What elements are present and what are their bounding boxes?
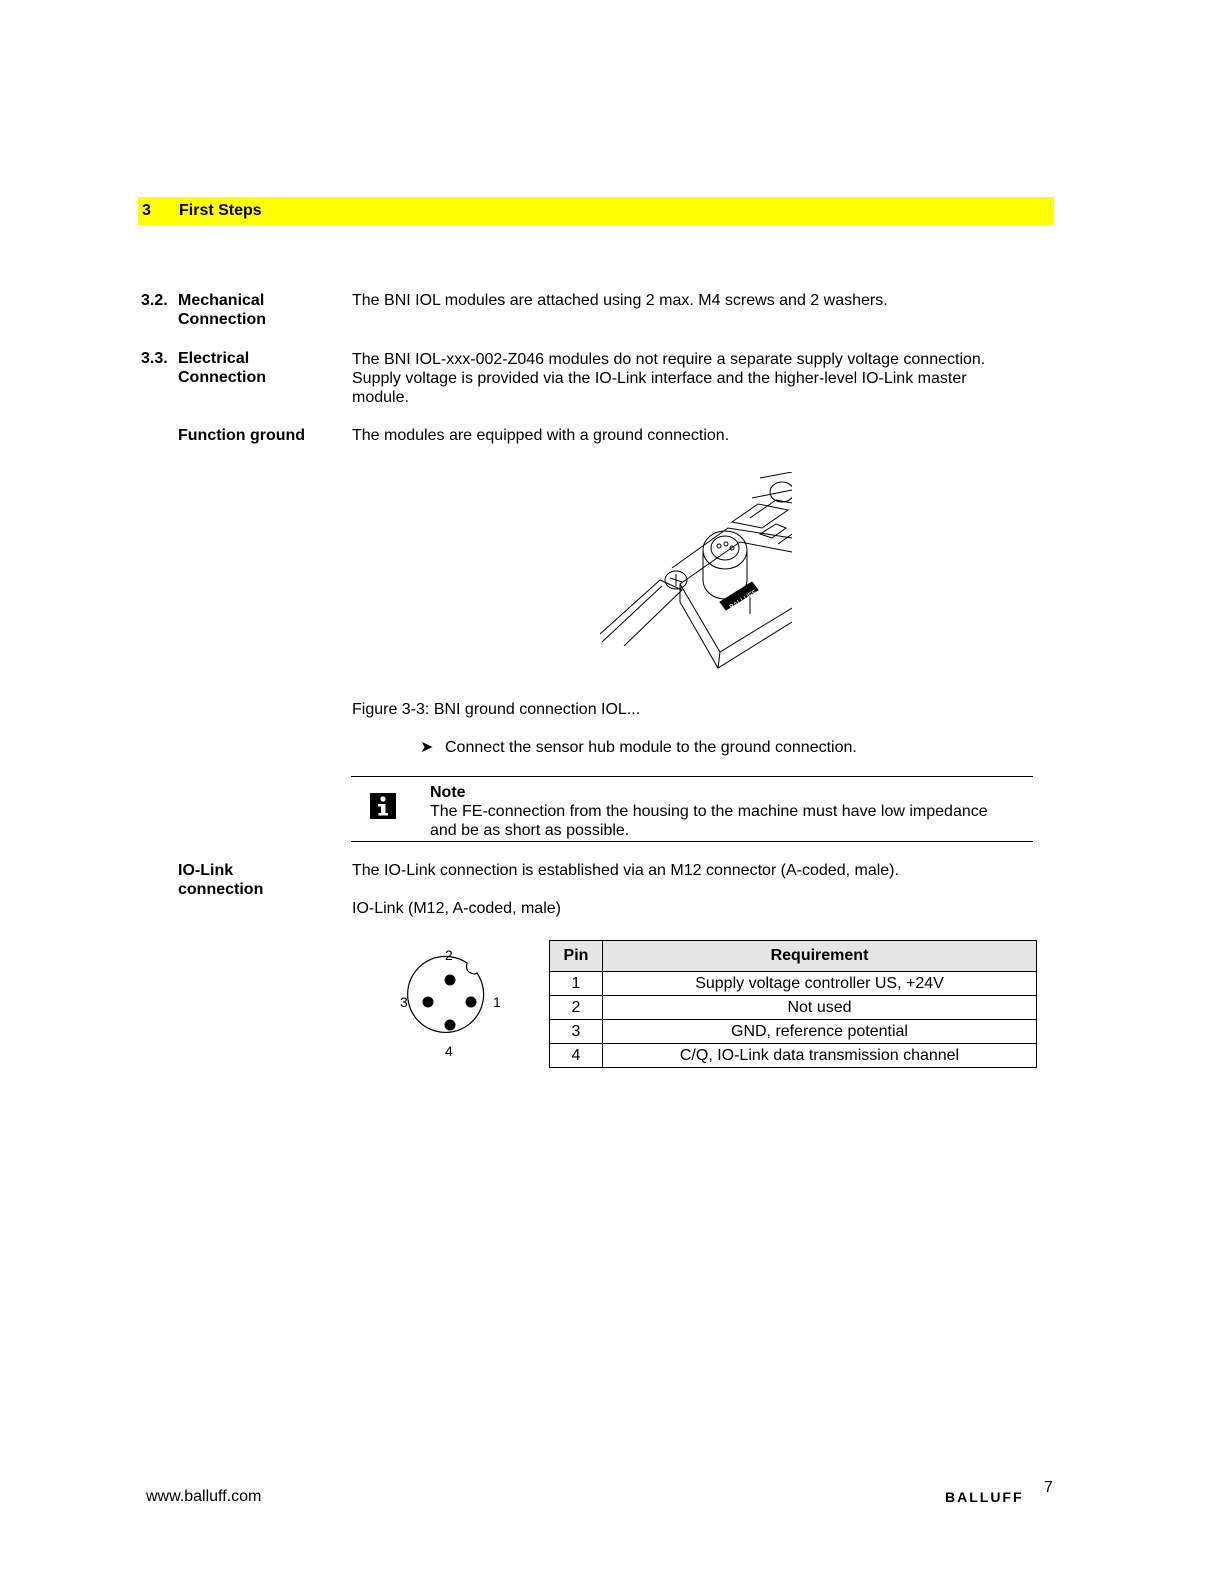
section-title-line: Connection	[178, 369, 266, 386]
table-row	[550, 1020, 1037, 1044]
module-brand-label: BALLUFF	[728, 589, 759, 612]
bullet-arrow-icon: ➤	[420, 739, 434, 756]
table-cell-pin: 1	[550, 972, 603, 996]
table-row	[550, 972, 1037, 996]
chapter-title: First Steps	[179, 202, 262, 219]
section-title-line: Mechanical	[178, 292, 265, 309]
table-cell-requirement: GND, reference potential	[603, 1020, 1037, 1044]
section-number-3-2: 3.2.	[141, 292, 168, 309]
mechanical-text: The BNI IOL modules are attached using 2 max. M4 screws and 2 washers.	[352, 292, 888, 309]
ground-connection-illustration	[600, 472, 792, 672]
electrical-text	[352, 350, 1042, 407]
iolink-text: The IO-Link connection is established via an M12 connector (A-coded, male).	[352, 862, 899, 879]
table-header-requirement: Requirement	[603, 941, 1037, 972]
page-number: 7	[1044, 1479, 1053, 1496]
section-title-electrical	[178, 349, 338, 387]
table-cell-requirement: Not used	[603, 996, 1037, 1020]
pin-1-dot	[466, 997, 477, 1008]
table-cell-requirement: C/Q, IO-Link data transmission channel	[603, 1044, 1037, 1068]
pin-4-dot	[445, 1020, 456, 1031]
section-title-line: IO-Link	[178, 862, 234, 879]
note-top-rule	[351, 776, 1033, 777]
note-title: Note	[430, 784, 466, 801]
paragraph-line: Supply voltage is provided via the IO-Link interface and the higher-level IO-Link master	[352, 370, 967, 387]
section-title-mechanical	[178, 291, 338, 329]
footer-url-link[interactable]: www.balluff.com	[146, 1488, 262, 1505]
section-number-3-3: 3.3.	[141, 350, 168, 367]
pin-label-4: 4	[445, 1043, 453, 1059]
section-title-iolink	[178, 861, 338, 899]
instruction-bullet-text: Connect the sensor hub module to the ground connection.	[445, 739, 857, 756]
table-header-row	[550, 941, 1037, 972]
chapter-heading-bar	[138, 197, 1054, 225]
info-icon	[370, 793, 396, 819]
paragraph-line: The BNI IOL-xxx-002-Z046 modules do not require a separate supply voltage connection.	[352, 351, 986, 368]
pin-label-1: 1	[493, 994, 501, 1010]
m12-pin-diagram	[395, 945, 510, 1067]
paragraph-line: module.	[352, 389, 409, 406]
table-header-pin: Pin	[550, 941, 603, 972]
chapter-number: 3	[142, 202, 151, 219]
note-bottom-rule	[351, 841, 1033, 842]
note-line: The FE-connection from the housing to the machine must have low impedance	[430, 803, 988, 820]
figure-caption: Figure 3-3: BNI ground connection IOL...	[352, 701, 641, 718]
table-cell-pin: 3	[550, 1020, 603, 1044]
section-title-function-ground: Function ground	[178, 427, 306, 444]
section-title-line: Electrical	[178, 350, 250, 367]
table-row	[550, 996, 1037, 1020]
section-title-line: Connection	[178, 311, 266, 328]
table-cell-requirement: Supply voltage controller US, +24V	[603, 972, 1037, 996]
pin-label-2: 2	[445, 947, 453, 963]
note-line: and be as short as possible.	[430, 822, 630, 839]
section-title-line: connection	[178, 881, 264, 898]
note-text	[430, 802, 1030, 840]
table-row	[550, 1044, 1037, 1068]
balluff-logo: BALLUFF	[945, 1489, 1024, 1505]
pin-2-dot	[445, 975, 456, 986]
table-cell-pin: 4	[550, 1044, 603, 1068]
pin-assignment-table	[549, 940, 1037, 1068]
function-ground-text: The modules are equipped with a ground connection.	[352, 427, 730, 444]
iolink-subtitle: IO-Link (M12, A-coded, male)	[352, 900, 561, 917]
table-cell-pin: 2	[550, 996, 603, 1020]
pin-3-dot	[423, 997, 434, 1008]
pin-label-3: 3	[400, 994, 408, 1010]
